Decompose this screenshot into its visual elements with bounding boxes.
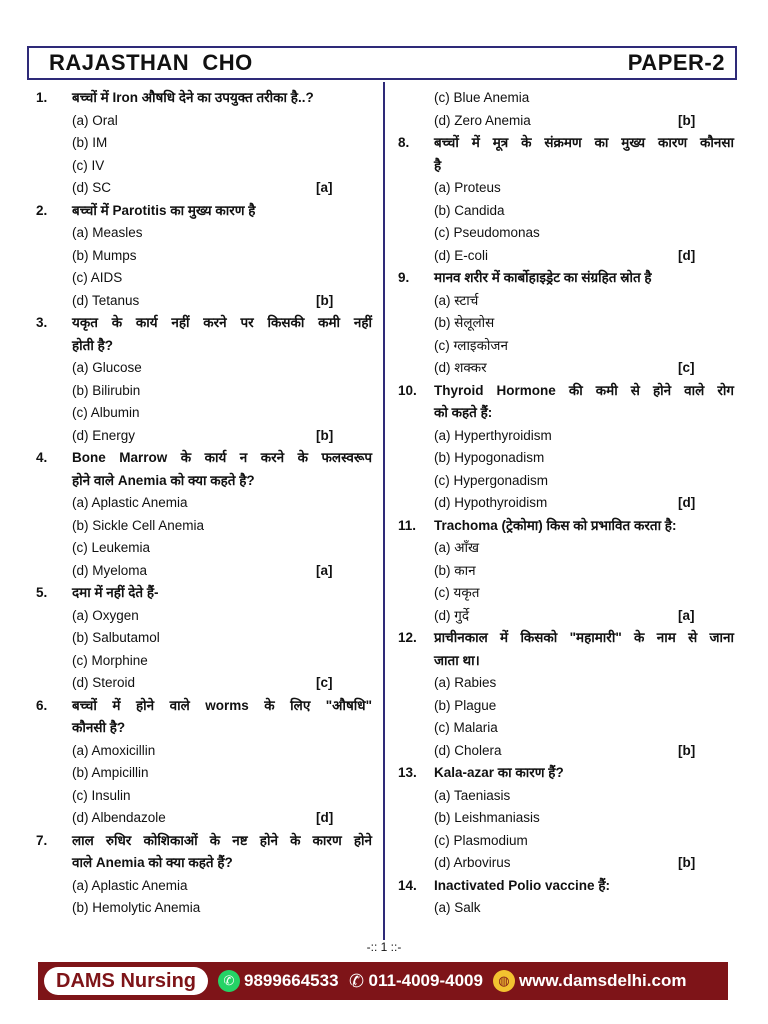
option-text: (b) Leishmaniasis: [434, 810, 540, 825]
question-text: Thyroid Hormone की कमी से होने वाले रोग: [434, 382, 734, 398]
question-continuation: [36, 852, 372, 875]
option-line: [398, 87, 734, 110]
question-text: बच्चों में मूत्र के संक्रमण का मुख्य कारण कौनसा: [434, 135, 734, 150]
option-text: (a) Rabies: [434, 675, 497, 690]
option-text: (d) Hypothyroidism: [434, 495, 548, 510]
paper-label: PAPER-2: [627, 50, 725, 75]
option-line: [36, 222, 372, 245]
option-line: [398, 672, 734, 695]
question-line: [398, 267, 734, 290]
option-text: (a) स्टार्च: [434, 292, 479, 308]
option-text: (a) Aplastic Anemia: [72, 495, 188, 510]
option-line: [36, 110, 372, 133]
question-line: [36, 312, 372, 335]
answer-key: [b]: [678, 742, 696, 758]
exam-title: RAJASTHAN CHO: [49, 50, 253, 75]
question-continuation: [398, 402, 734, 425]
option-text: (a) Amoxicillin: [72, 742, 156, 758]
answer-key: [d]: [678, 247, 696, 263]
answer-key: [d]: [316, 810, 334, 825]
option-text: (a) Measles: [72, 225, 143, 240]
option-line: [398, 537, 734, 560]
option-line: [36, 425, 372, 448]
whatsapp-icon: ✆: [218, 970, 240, 992]
option-text: (b) Bilirubin: [72, 382, 141, 398]
option-line: [36, 627, 372, 650]
option-text: (b) Salbutamol: [72, 630, 160, 645]
option-line: [36, 515, 372, 538]
question-text: प्राचीनकाल में किसको "महामारी" के नाम से जाना: [434, 630, 734, 645]
option-text: (b) Hemolytic Anemia: [72, 900, 201, 915]
left-column: [36, 87, 372, 920]
question-line: [36, 200, 372, 223]
question-text: वाले Anemia को क्या कहते हैं?: [72, 855, 233, 870]
page-number: -:: 1 ::-: [366, 940, 402, 954]
landline-number: 011-4009-4009: [368, 971, 483, 990]
option-line: [398, 492, 734, 515]
question-text: लाल रुधिर कोशिकाओं के नष्ट होने के कारण होने: [72, 832, 372, 848]
option-line: [398, 582, 734, 605]
option-text: (d) Steroid: [72, 675, 136, 690]
answer-key: [a]: [678, 607, 695, 623]
option-line: [398, 740, 734, 763]
question-number: 13.: [398, 765, 417, 780]
option-line: [36, 650, 372, 673]
question-text: Inactivated Polio vaccine हैं:: [434, 877, 610, 893]
brand-logo: DAMS Nursing: [44, 967, 208, 995]
option-text: (a) Aplastic Anemia: [72, 877, 188, 893]
option-line: [36, 740, 372, 763]
answer-key: [b]: [316, 427, 334, 443]
question-number: 4.: [36, 450, 48, 465]
option-line: [36, 807, 372, 830]
question-number: 1.: [36, 90, 48, 105]
question-line: [398, 515, 734, 538]
option-line: [36, 132, 372, 155]
option-text: (d) गुर्दे: [434, 607, 470, 623]
globe-icon: ◍: [493, 970, 515, 992]
question-line: [398, 875, 734, 898]
option-text: (b) IM: [72, 135, 108, 150]
answer-key: [b]: [678, 112, 696, 128]
option-text: (d) Energy: [72, 427, 136, 443]
question-number: 6.: [36, 697, 48, 713]
question-number: 10.: [398, 382, 417, 398]
option-line: [36, 402, 372, 425]
option-text: (c) AIDS: [72, 270, 123, 285]
option-text: (a) Proteus: [434, 180, 501, 195]
question-number: 2.: [36, 202, 48, 218]
answer-key: [a]: [316, 180, 333, 195]
option-text: (a) Salk: [434, 900, 481, 915]
option-line: [398, 447, 734, 470]
question-continuation: [36, 335, 372, 358]
answer-key: [c]: [316, 675, 333, 690]
answer-key: [b]: [678, 855, 696, 870]
question-number: [398, 155, 434, 178]
page-header: [27, 46, 737, 80]
option-text: (d) SC: [72, 180, 112, 195]
option-line: [398, 177, 734, 200]
option-text: (d) Albendazole: [72, 810, 166, 825]
option-line: [36, 357, 372, 380]
question-number: [36, 852, 72, 875]
question-line: [36, 447, 372, 470]
option-line: [398, 200, 734, 223]
option-text: (c) यकृत: [434, 585, 480, 600]
question-number: 5.: [36, 585, 48, 600]
question-text: मानव शरीर में कार्बोहाइड्रेट का संग्रहित स्रोत है: [434, 270, 652, 285]
option-text: (a) आँख: [434, 540, 480, 555]
right-column: [398, 87, 734, 920]
option-text: (d) Cholera: [434, 742, 502, 758]
footer-banner: [38, 962, 728, 1000]
answer-key: [d]: [678, 495, 696, 510]
option-line: [398, 785, 734, 808]
option-line: [36, 897, 372, 920]
option-line: [398, 245, 734, 268]
option-line: [36, 267, 372, 290]
option-text: (d) E-coli: [434, 247, 489, 263]
option-text: (c) Malaria: [434, 720, 498, 735]
option-text: (c) Leukemia: [72, 540, 151, 555]
option-text: (c) Hypergonadism: [434, 472, 549, 488]
question-text: जाता था।: [434, 652, 480, 668]
option-text: (a) Hyperthyroidism: [434, 427, 552, 443]
option-text: (c) Blue Anemia: [434, 90, 530, 105]
mobile-number: 9899664533: [244, 971, 339, 990]
option-text: (c) Pseudomonas: [434, 225, 540, 240]
option-text: (b) Sickle Cell Anemia: [72, 517, 205, 533]
option-text: (a) Oral: [72, 112, 118, 128]
option-text: (c) Plasmodium: [434, 832, 528, 848]
question-number: 8.: [398, 135, 410, 150]
option-text: (a) Glucose: [72, 360, 142, 375]
question-text: होती है?: [72, 337, 114, 353]
question-text: बच्चों में Iron औषधि देने का उपयुक्त तरीका है..?: [72, 90, 314, 105]
option-line: [36, 875, 372, 898]
option-text: (c) Insulin: [72, 787, 131, 803]
question-text: होने वाले Anemia को क्या कहते है?: [72, 472, 255, 488]
option-line: [398, 897, 734, 920]
question-number: [36, 470, 72, 493]
website-link[interactable]: www.damsdelhi.com: [518, 971, 687, 990]
question-number: 12.: [398, 630, 417, 645]
option-line: [36, 785, 372, 808]
option-text: (d) शक्कर: [434, 360, 487, 375]
option-text: (d) Tetanus: [72, 292, 140, 308]
option-text: (b) Hypogonadism: [434, 450, 545, 465]
option-text: (b) कान: [434, 562, 476, 578]
question-number: 7.: [36, 832, 48, 848]
question-line: [398, 762, 734, 785]
option-line: [36, 560, 372, 583]
question-line: [398, 627, 734, 650]
question-continuation: [398, 650, 734, 673]
question-continuation: [398, 155, 734, 178]
question-continuation: [36, 470, 372, 493]
question-line: [36, 695, 372, 718]
question-line: [36, 830, 372, 853]
question-text: यकृत के कार्य नहीं करने पर किसकी कमी नहीं: [72, 315, 372, 330]
option-line: [398, 357, 734, 380]
option-line: [398, 425, 734, 448]
question-number: [36, 335, 72, 358]
landline-contact: [349, 970, 483, 992]
option-line: [398, 335, 734, 358]
option-text: (b) Mumps: [72, 247, 137, 263]
option-line: [36, 155, 372, 178]
question-line: [36, 582, 372, 605]
option-line: [36, 245, 372, 268]
question-text: बच्चों में होने वाले worms के लिए "औषधि": [72, 697, 372, 713]
option-line: [36, 177, 372, 200]
question-text: Bone Marrow के कार्य न करने के फलस्वरूप: [72, 450, 372, 465]
option-line: [398, 290, 734, 313]
question-continuation: [36, 717, 372, 740]
question-number: [36, 717, 72, 740]
option-line: [36, 537, 372, 560]
question-text: Trachoma (ट्रेकोमा) किस को प्रभावित करता है:: [434, 517, 677, 533]
option-line: [398, 605, 734, 628]
question-number: 14.: [398, 877, 417, 893]
answer-key: [b]: [316, 292, 334, 308]
option-line: [398, 470, 734, 493]
option-line: [36, 672, 372, 695]
question-text: दमा में नहीं देते हैं-: [72, 585, 159, 600]
option-text: (b) Candida: [434, 202, 505, 218]
answer-key: [c]: [678, 360, 695, 375]
question-line: [398, 380, 734, 403]
question-number: 11.: [398, 517, 417, 533]
option-text: (c) Morphine: [72, 652, 148, 668]
option-line: [398, 560, 734, 583]
option-text: (a) Taeniasis: [434, 787, 511, 803]
website-contact: [493, 970, 687, 992]
option-text: (c) ग्लाइकोजन: [434, 337, 508, 353]
option-text: (b) Plague: [434, 697, 497, 713]
option-line: [398, 695, 734, 718]
question-line: [36, 87, 372, 110]
mobile-contact: [218, 970, 339, 992]
question-text: है: [434, 157, 442, 173]
question-number: [398, 402, 434, 425]
option-text: (c) Albumin: [72, 405, 140, 420]
answer-key: [a]: [316, 562, 333, 578]
option-text: (d) Myeloma: [72, 562, 148, 578]
option-text: (b) सेलूलोस: [434, 315, 495, 330]
question-text: बच्चों में Parotitis का मुख्य कारण है: [72, 202, 256, 218]
option-line: [398, 852, 734, 875]
question-text: को कहते हैं:: [434, 405, 493, 420]
question-line: [398, 132, 734, 155]
option-line: [398, 807, 734, 830]
option-line: [398, 110, 734, 133]
question-number: 9.: [398, 270, 410, 285]
option-line: [36, 492, 372, 515]
option-line: [398, 830, 734, 853]
question-text: कौनसी है?: [72, 720, 126, 735]
option-line: [36, 762, 372, 785]
option-text: (a) Oxygen: [72, 607, 139, 623]
question-number: 3.: [36, 315, 48, 330]
option-text: (d) Arbovirus: [434, 855, 511, 870]
option-line: [36, 380, 372, 403]
option-line: [398, 312, 734, 335]
phone-icon: ✆: [349, 970, 365, 991]
option-line: [398, 717, 734, 740]
option-text: (d) Zero Anemia: [434, 112, 531, 128]
option-line: [398, 222, 734, 245]
column-divider: [383, 82, 385, 940]
option-line: [36, 605, 372, 628]
option-text: (c) IV: [72, 157, 105, 173]
option-text: (b) Ampicillin: [72, 765, 149, 780]
option-line: [36, 290, 372, 313]
question-text: Kala-azar का कारण हैं?: [434, 765, 564, 780]
question-number: [398, 650, 434, 673]
